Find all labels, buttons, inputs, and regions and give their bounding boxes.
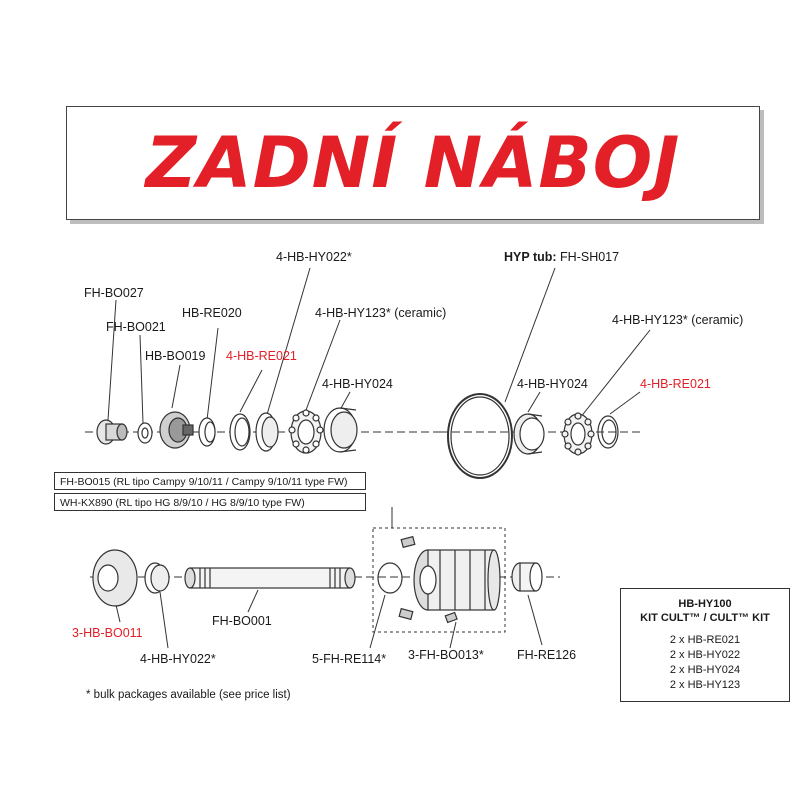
hb-bo019-part bbox=[160, 412, 193, 448]
hb-hy123-right-part bbox=[562, 413, 594, 455]
fh-bo021-part bbox=[138, 423, 152, 443]
fh-bo027-part bbox=[97, 420, 127, 444]
label-fh-bo001: FH-BO001 bbox=[212, 614, 272, 628]
label-fh-bo021: FH-BO021 bbox=[106, 320, 166, 334]
label-hb-hy123-left: 4-HB-HY123* (ceramic) bbox=[315, 306, 447, 320]
hb-hy022-top-part bbox=[256, 413, 278, 451]
label-fh-re114: 5-FH-RE114* bbox=[312, 652, 387, 666]
compat-box-hg: WH-KX890 (RL tipo HG 8/9/10 / HG 8/9/10 type FW) bbox=[54, 493, 366, 511]
hb-re020-part bbox=[199, 418, 215, 446]
kit-item: 2 x HB-HY123 bbox=[669, 679, 741, 691]
hb-bo011-part bbox=[93, 550, 137, 606]
label-hb-bo011: 3-HB-BO011 bbox=[72, 626, 143, 640]
label-hb-hy024-right: 4-HB-HY024 bbox=[517, 377, 588, 391]
fh-sh017-ring bbox=[448, 394, 512, 478]
page-title: ZADNÍ NÁBOJ bbox=[145, 122, 681, 204]
label-hyp-tub-bold: HYP tub: bbox=[504, 250, 557, 264]
label-hb-re020: HB-RE020 bbox=[182, 306, 242, 320]
kit-item: 2 x HB-HY024 bbox=[669, 664, 741, 676]
kit-box bbox=[620, 588, 790, 702]
compat-box-campy: FH-BO015 (RL tipo Campy 9/10/11 / Campy 9/10/11 type FW) bbox=[54, 472, 366, 490]
kit-name: KIT CULT™ / CULT™ KIT bbox=[640, 612, 770, 624]
fh-re126-part bbox=[512, 563, 542, 591]
label-fh-re126: FH-RE126 bbox=[517, 648, 577, 662]
kit-item: 2 x HB-RE021 bbox=[669, 634, 741, 646]
hb-hy024-right-part bbox=[514, 414, 544, 454]
hb-re021-left-part bbox=[230, 414, 250, 450]
label-fh-bo027: FH-BO027 bbox=[84, 286, 144, 300]
kit-item: 2 x HB-HY022 bbox=[669, 649, 741, 661]
label-hb-bo019: HB-BO019 bbox=[145, 349, 206, 363]
label-hb-hy024-left: 4-HB-HY024 bbox=[322, 377, 393, 391]
label-fh-bo013: 3-FH-BO013* bbox=[408, 648, 484, 662]
label-hyp-tub-code: FH-SH017 bbox=[560, 250, 620, 264]
freehub-body bbox=[414, 550, 500, 610]
label-hb-re021-left: 4-HB-RE021 bbox=[226, 349, 297, 363]
footnote: * bulk packages available (see price list) bbox=[86, 689, 291, 701]
fh-bo001-axle bbox=[185, 568, 355, 588]
label-hb-re021-right: 4-HB-RE021 bbox=[640, 377, 711, 391]
label-hb-hy022-bottom: 4-HB-HY022* bbox=[140, 652, 216, 666]
label-hb-hy123-right: 4-HB-HY123* (ceramic) bbox=[612, 313, 744, 327]
hb-hy024-left-part bbox=[324, 408, 357, 452]
kit-code: HB-HY100 bbox=[678, 598, 732, 610]
hb-hy123-left-part bbox=[289, 410, 323, 453]
label-hb-hy022-top: 4-HB-HY022* bbox=[276, 250, 352, 264]
fh-re114-ring bbox=[378, 563, 402, 593]
hb-hy022-bottom-part bbox=[145, 563, 169, 593]
label-hyp-tub bbox=[504, 250, 619, 264]
